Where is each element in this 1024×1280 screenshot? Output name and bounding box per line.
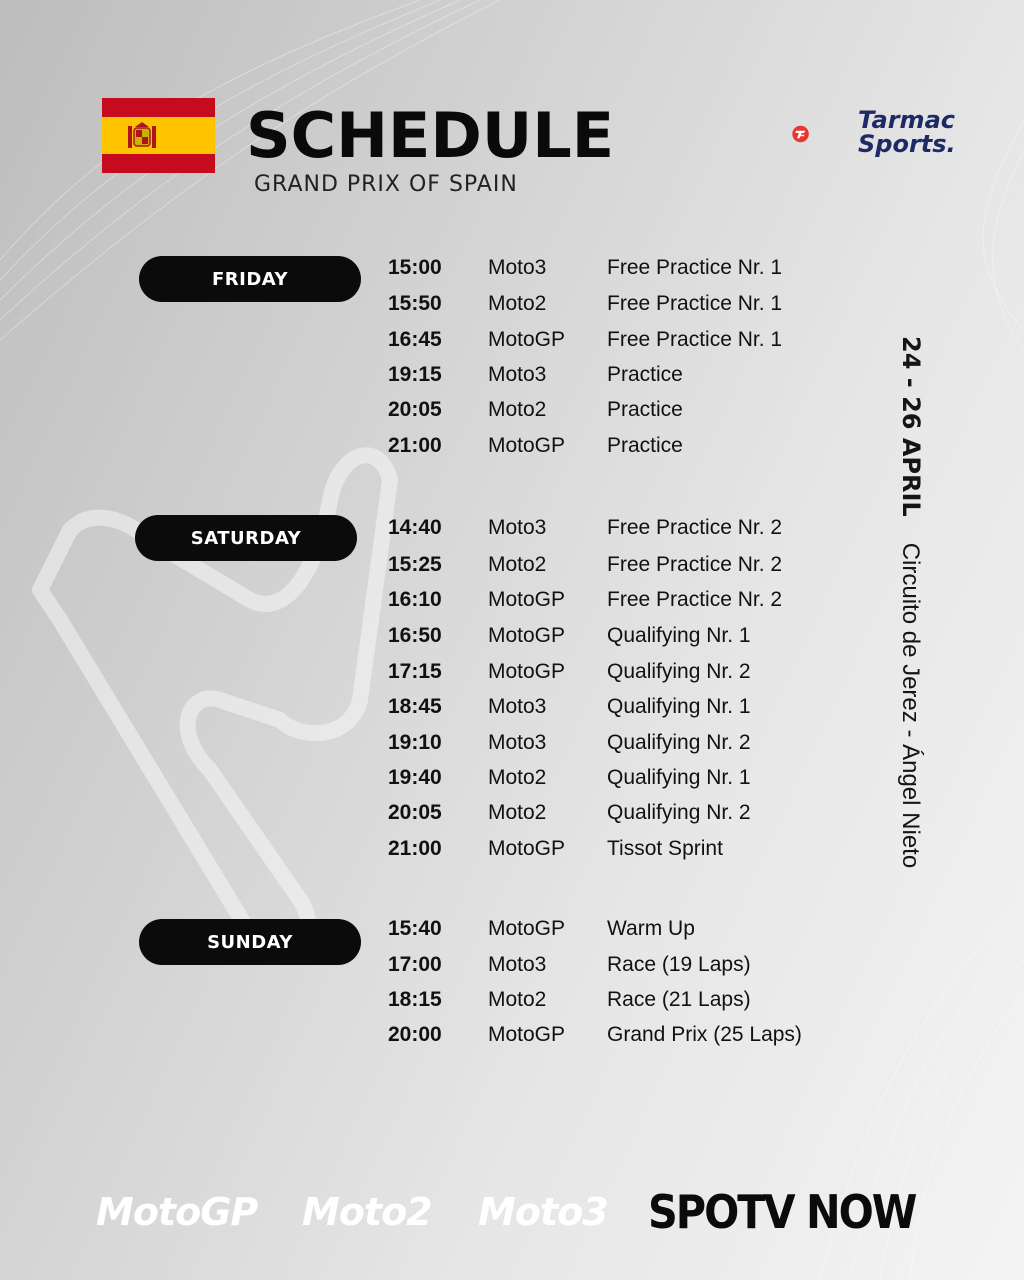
session-time: 18:15 — [388, 988, 442, 1011]
table-row — [388, 762, 848, 794]
session-name: Tissot Sprint — [607, 837, 723, 860]
event-venue: Circuito de Jerez - Ángel Nieto — [897, 542, 924, 869]
moto3-logo: Moto3 — [478, 1190, 608, 1234]
session-time: 17:00 — [388, 953, 442, 976]
page-title: SCHEDULE — [246, 99, 615, 172]
session-time: 20:00 — [388, 1023, 442, 1046]
brand-wordmark — [858, 108, 956, 156]
session-class: Moto2 — [488, 398, 547, 421]
table-row — [388, 984, 848, 1016]
table-row — [388, 949, 848, 981]
table-row — [388, 656, 848, 688]
day-label-sunday: SUNDAY — [139, 919, 361, 965]
table-row — [388, 727, 848, 759]
table-row — [388, 584, 848, 616]
table-row — [388, 324, 848, 356]
table-row — [388, 1019, 848, 1051]
table-row — [388, 797, 848, 829]
session-time: 15:40 — [388, 917, 442, 940]
session-time: 19:15 — [388, 363, 442, 386]
table-row — [388, 620, 848, 652]
session-class: MotoGP — [488, 1023, 566, 1046]
session-name: Free Practice Nr. 2 — [607, 588, 783, 611]
session-name: Practice — [607, 398, 683, 421]
session-class: Moto2 — [488, 553, 547, 576]
session-time: 16:10 — [388, 588, 442, 611]
session-name: Free Practice Nr. 1 — [607, 256, 783, 279]
session-name: Warm Up — [607, 917, 695, 940]
session-name: Qualifying Nr. 2 — [607, 731, 751, 754]
brand-line-2: Sports. — [858, 130, 956, 158]
session-class: MotoGP — [488, 624, 566, 647]
session-class: MotoGP — [488, 837, 566, 860]
session-name: Qualifying Nr. 1 — [607, 624, 751, 647]
session-name: Free Practice Nr. 1 — [607, 292, 783, 315]
session-name: Free Practice Nr. 1 — [607, 328, 783, 351]
session-time: 14:40 — [388, 516, 442, 539]
session-class: MotoGP — [488, 917, 566, 940]
session-class: Moto2 — [488, 988, 547, 1011]
table-row — [388, 549, 848, 581]
table-row — [388, 252, 848, 284]
session-name: Qualifying Nr. 1 — [607, 766, 751, 789]
day-label-friday: FRIDAY — [139, 256, 361, 302]
session-class: Moto2 — [488, 292, 547, 315]
brand-line-1: Tarmac — [858, 106, 955, 134]
session-time: 16:50 — [388, 624, 442, 647]
session-name: Race (19 Laps) — [607, 953, 751, 976]
table-row — [388, 512, 848, 544]
session-name: Grand Prix (25 Laps) — [607, 1023, 802, 1046]
session-class: MotoGP — [488, 434, 566, 457]
session-time: 18:45 — [388, 695, 442, 718]
session-class: Moto3 — [488, 516, 547, 539]
session-time: 15:00 — [388, 256, 442, 279]
table-row — [388, 913, 848, 945]
session-class: Moto3 — [488, 953, 547, 976]
session-class: Moto3 — [488, 731, 547, 754]
session-time: 15:50 — [388, 292, 442, 315]
session-class: MotoGP — [488, 660, 566, 683]
session-class: Moto3 — [488, 256, 547, 279]
session-class: Moto3 — [488, 363, 547, 386]
session-time: 21:00 — [388, 837, 442, 860]
table-row — [388, 430, 848, 462]
table-row — [388, 394, 848, 426]
moto2-logo: Moto2 — [302, 1190, 432, 1234]
session-time: 16:45 — [388, 328, 442, 351]
session-name: Qualifying Nr. 2 — [607, 660, 751, 683]
session-time: 20:05 — [388, 398, 442, 421]
session-name: Qualifying Nr. 2 — [607, 801, 751, 824]
session-name: Practice — [607, 434, 683, 457]
event-info-vertical — [893, 336, 933, 1016]
session-class: Moto2 — [488, 766, 547, 789]
tarmac-sports-logo-icon — [792, 106, 848, 162]
session-class: MotoGP — [488, 588, 566, 611]
session-time: 19:40 — [388, 766, 442, 789]
session-time: 21:00 — [388, 434, 442, 457]
table-row — [388, 288, 848, 320]
session-time: 19:10 — [388, 731, 442, 754]
session-name: Practice — [607, 363, 683, 386]
session-name: Race (21 Laps) — [607, 988, 751, 1011]
session-time: 15:25 — [388, 553, 442, 576]
spotv-now-logo: SPOTV NOW — [648, 1185, 916, 1239]
session-class: Moto3 — [488, 695, 547, 718]
session-time: 20:05 — [388, 801, 442, 824]
session-class: Moto2 — [488, 801, 547, 824]
session-time: 17:15 — [388, 660, 442, 683]
spain-flag-icon — [102, 98, 215, 173]
table-row — [388, 691, 848, 723]
session-name: Free Practice Nr. 2 — [607, 553, 783, 576]
table-row — [388, 833, 848, 865]
session-class: MotoGP — [488, 328, 566, 351]
page-subtitle: GRAND PRIX OF SPAIN — [254, 172, 518, 197]
session-name: Qualifying Nr. 1 — [607, 695, 751, 718]
table-row — [388, 359, 848, 391]
event-dates: 24 - 26 APRIL — [897, 336, 925, 517]
motogp-logo: MotoGP — [96, 1190, 258, 1234]
session-name: Free Practice Nr. 2 — [607, 516, 783, 539]
day-label-saturday: SATURDAY — [135, 515, 357, 561]
